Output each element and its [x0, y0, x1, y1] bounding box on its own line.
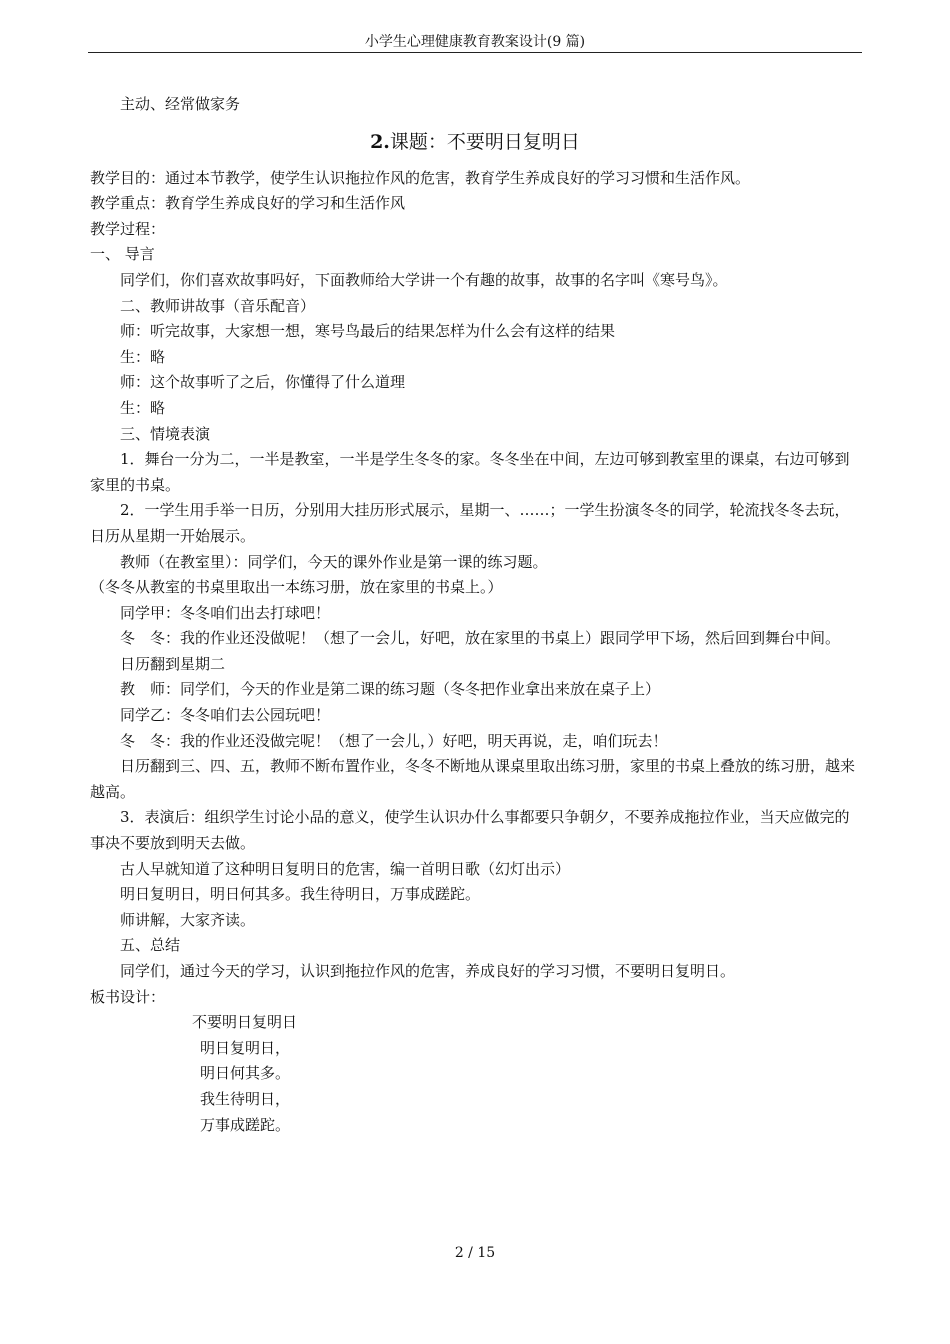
- page-number: 2 / 15: [454, 1245, 496, 1261]
- paragraph: 师：听完故事，大家想一想，寒号鸟最后的结果怎样为什么会有这样的结果: [120, 322, 616, 341]
- paragraph: 明日复明日，明日何其多。我生待明日，万事成蹉跎。: [120, 885, 481, 904]
- paragraph: 教师（在教室里）：同学们，今天的课外作业是第一课的练习题。: [120, 552, 548, 571]
- lesson-number: 2.: [370, 130, 390, 153]
- lesson-title-text: 课题：不要明日复明日: [389, 130, 580, 153]
- board-line: 明日复明日，: [200, 1038, 291, 1057]
- paragraph: 生：略: [120, 347, 166, 366]
- teaching-focus: 教学重点：教育学生养成良好的学习和生活作风: [90, 194, 406, 213]
- paragraph: 冬 冬：我的作业还没做呢！（想了一会儿，好吧，放在家里的书桌上）跟同学甲下场，然后回到舞台中间。: [120, 629, 841, 648]
- paragraph: 同学甲：冬冬咱们出去打球吧！: [120, 603, 331, 622]
- paragraph: 同学们，通过今天的学习，认识到拖拉作风的危害，养成良好的学习习惯，不要明日复明日。: [120, 962, 736, 980]
- paragraph: 日历翻到三、四、五，教师不断布置作业，冬冬不断地从课桌里取出练习册，家里的书桌上叠放的练习册，越来越高。: [90, 757, 856, 801]
- paragraph: 同学乙：冬冬咱们去公园玩吧！: [120, 706, 331, 725]
- paragraph: 同学们，你们喜欢故事吗好，下面教师给大学讲一个有趣的故事，故事的名字叫《寒号鸟》。: [120, 270, 728, 289]
- header-rule: [88, 52, 862, 53]
- board-design: [90, 1010, 860, 1138]
- paragraph: 日历翻到星期二: [120, 654, 226, 673]
- paragraph: 主动、经常做家务: [120, 95, 241, 113]
- board-design-label: 板书设计：: [90, 987, 166, 1006]
- section-heading: 二、教师讲故事（音乐配音）: [120, 296, 316, 315]
- document-body: [90, 92, 860, 1138]
- paragraph: 3．表演后：组织学生讨论小品的意义，使学生认识办什么事都要只争朝夕，不要养成拖拉作业，当天应做完的事决不要放到明天去做。: [90, 808, 850, 853]
- paragraph: （冬冬从教室的书桌里取出一本练习册，放在家里的书桌上。）: [90, 578, 503, 597]
- paragraph: 教 师：同学们，今天的作业是第二课的练习题（冬冬把作业拿出来放在桌子上）: [120, 680, 661, 699]
- board-line: 明日何其多。: [200, 1064, 291, 1083]
- paragraph: 古人早就知道了这种明日复明日的危害，编一首明日歌（幻灯出示）: [120, 859, 571, 878]
- board-title: 不要明日复明日: [192, 1013, 298, 1032]
- teaching-process: 教学过程：: [90, 219, 166, 238]
- section-heading: 三、情境表演: [120, 424, 211, 443]
- board-line: 我生待明日，: [200, 1089, 291, 1108]
- teaching-goal: 教学目的：通过本节教学，使学生认识拖拉作风的危害，教育学生养成良好的学习习惯和生活作风。: [90, 168, 751, 187]
- paragraph: 生：略: [120, 398, 166, 417]
- paragraph: 冬 冬：我的作业还没做完呢！（想了一会儿，）好吧，明天再说，走，咱们玩去！: [120, 731, 668, 750]
- board-line: 万事成蹉跎。: [200, 1115, 291, 1134]
- paragraph: 1．舞台一分为二，一半是教室，一半是学生冬冬的家。冬冬坐在中间，左边可够到教室里的课桌，右边可够到家里的书桌。: [90, 450, 850, 494]
- paragraph: 师：这个故事听了之后，你懂得了什么道理: [120, 373, 406, 392]
- paragraph: 师讲解，大家齐读。: [120, 910, 256, 929]
- running-header: 小学生心理健康教育教案设计(9 篇): [364, 34, 586, 50]
- section-heading: 五、总结: [120, 936, 181, 955]
- lesson-title: [90, 126, 860, 158]
- section-heading: 一、 导言: [90, 245, 155, 264]
- paragraph: 2．一学生用手举一日历，分别用大挂历形式展示，星期一、……；一学生扮演冬冬的同学，轮流找冬冬去玩，日历从星期一开始展示。: [90, 501, 850, 545]
